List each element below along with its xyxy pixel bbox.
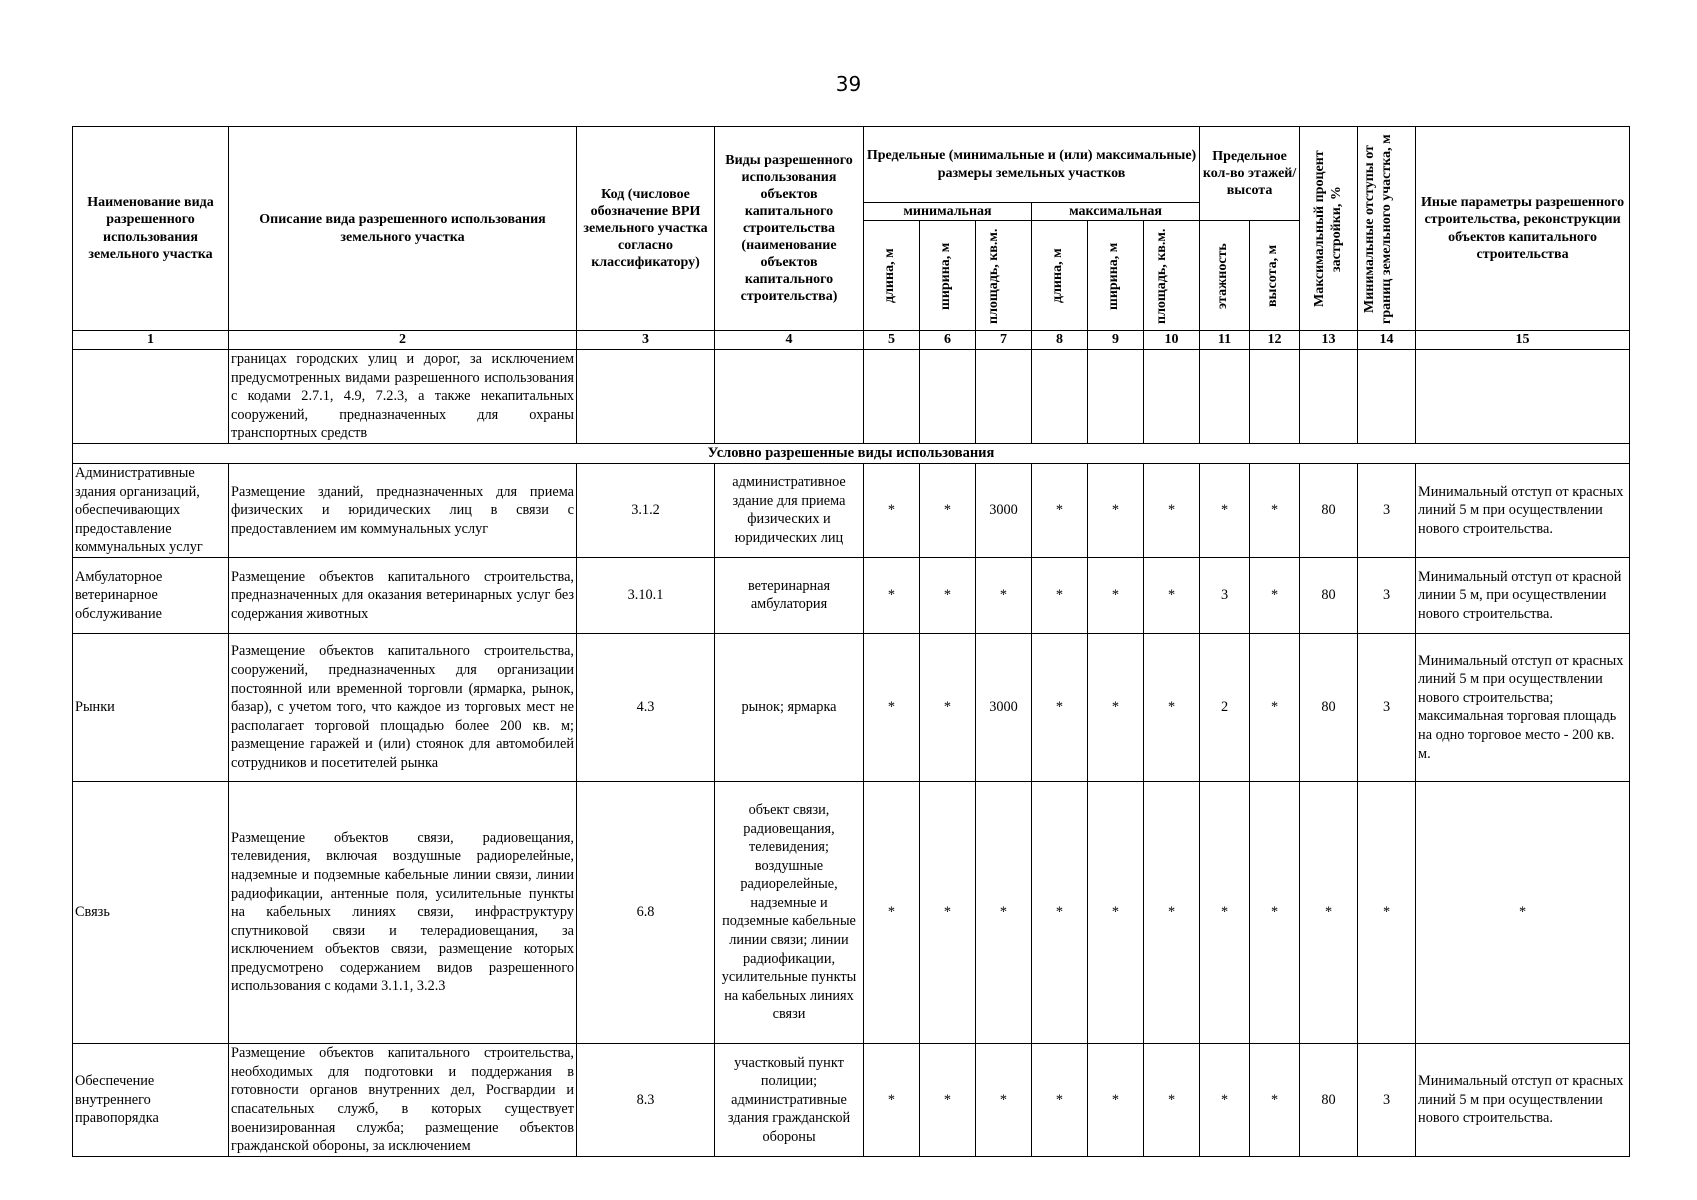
row-other: Минимальный отступ от красных линий 5 м при осуществлении нового строительства. (1416, 1043, 1630, 1156)
row-floors: * (1200, 1043, 1250, 1156)
row-setback: 3 (1358, 463, 1416, 557)
column-number: 8 (1032, 331, 1088, 350)
row-floors: * (1200, 463, 1250, 557)
row-max-width: * (1088, 463, 1144, 557)
row-max-length: * (1032, 781, 1088, 1043)
column-number: 9 (1088, 331, 1144, 350)
row-min-width: * (920, 557, 976, 633)
row-name: Административные здания организаций, обеспечивающих предоставление коммунальных услуг (73, 463, 229, 557)
row-name: Рынки (73, 633, 229, 781)
row-max-percent: 80 (1300, 633, 1358, 781)
header-max: максимальная (1032, 203, 1200, 221)
row-setback: 3 (1358, 557, 1416, 633)
column-number: 1 (73, 331, 229, 350)
row-floors: 3 (1200, 557, 1250, 633)
row-min-length: * (864, 463, 920, 557)
row-height: * (1250, 633, 1300, 781)
header-max-area: площадь, кв.м. (1144, 221, 1200, 331)
row-max-area: * (1144, 781, 1200, 1043)
page-number: 39 (835, 72, 862, 96)
table-row (73, 463, 1630, 557)
row-min-area: * (976, 781, 1032, 1043)
column-number: 14 (1358, 331, 1416, 350)
row-min-area: 3000 (976, 463, 1032, 557)
row-max-width: * (1088, 1043, 1144, 1156)
row-code: 6.8 (577, 781, 715, 1043)
section-row (73, 443, 1630, 463)
row-objects: ветеринарная амбулатория (715, 557, 864, 633)
row-height: * (1250, 781, 1300, 1043)
row-max-area: * (1144, 463, 1200, 557)
table-row (73, 557, 1630, 633)
header-min-width: ширина, м (920, 221, 976, 331)
header-col-code: Код (числовое обозначение ВРИ земельного участка согласно классификатору) (577, 127, 715, 331)
row-name: Связь (73, 781, 229, 1043)
section-title: Условно разрешенные виды использования (73, 443, 1630, 463)
row-min-width: * (920, 1043, 976, 1156)
column-number: 3 (577, 331, 715, 350)
header-row-1 (73, 127, 1630, 203)
row-max-length: * (1032, 1043, 1088, 1156)
table-row (73, 1043, 1630, 1156)
row-max-area: * (1144, 633, 1200, 781)
row-max-length: * (1032, 633, 1088, 781)
column-number: 6 (920, 331, 976, 350)
row-max-length: * (1032, 557, 1088, 633)
table-row-continued (73, 350, 1630, 444)
row-other: Минимальный отступ от красных линий 5 м при осуществлении нового строительства; максимальная торговая площадь на одно торговое место - 200 кв. м. (1416, 633, 1630, 781)
row-min-area: * (976, 1043, 1032, 1156)
header-col-name: Наименование вида разрешенного использования земельного участка (73, 127, 229, 331)
row-code: 4.3 (577, 633, 715, 781)
row-min-area: 3000 (976, 633, 1032, 781)
header-col-objects: Виды разрешенного использования объектов капитального строительства (наименование объектов капитального строительства) (715, 127, 864, 331)
row-min-length: * (864, 781, 920, 1043)
row-min-length: * (864, 1043, 920, 1156)
row-description: Размещение объектов капитального строительства, сооружений, предназначенных для организации постоянной или временной торговли (ярмарка, рынок, базар), с учетом того, что каждое из торговых мест не располагает торговой площадью более 200 кв. м; размещение гаражей и (или) стоянок для автомобилей сотрудников и посетителей рынка (229, 633, 577, 781)
row-min-width: * (920, 463, 976, 557)
row-code: 3.1.2 (577, 463, 715, 557)
table-row (73, 633, 1630, 781)
header-floors-group: Предельное кол-во этажей/ высота (1200, 127, 1300, 221)
row-max-percent: * (1300, 781, 1358, 1043)
row-min-width: * (920, 781, 976, 1043)
row-description: Размещение объектов капитального строительства, необходимых для подготовки и поддержания в готовности органов внутренних дел, Росгвардии и спасательных служб, в которых существует военизированная служба; размещение объектов гражданской обороны, за исключением (229, 1043, 577, 1156)
header-min-setback: Минимальные отступы от границ земельного участка, м (1358, 127, 1416, 331)
row-max-percent: 80 (1300, 557, 1358, 633)
row-min-length: * (864, 633, 920, 781)
column-number: 2 (229, 331, 577, 350)
row-objects: объект связи, радиовещания, телевидения; воздушные радиорелейные, надземные и подземные кабельные линии связи; линии радиофикации, усилительные пункты на кабельных линиях связи (715, 781, 864, 1043)
row-setback: * (1358, 781, 1416, 1043)
land-use-table (72, 126, 1630, 1157)
table-row (73, 781, 1630, 1043)
column-number: 13 (1300, 331, 1358, 350)
header-other: Иные параметры разрешенного строительства, реконструкции объектов капитального строительства (1416, 127, 1630, 331)
row-max-width: * (1088, 781, 1144, 1043)
header-min-length: длина, м (864, 221, 920, 331)
row-height: * (1250, 1043, 1300, 1156)
row-max-length: * (1032, 463, 1088, 557)
column-number: 5 (864, 331, 920, 350)
column-number: 4 (715, 331, 864, 350)
row-name: Амбулаторное ветеринарное обслуживание (73, 557, 229, 633)
column-number: 11 (1200, 331, 1250, 350)
column-number: 15 (1416, 331, 1630, 350)
row-max-percent: 80 (1300, 463, 1358, 557)
row-max-area: * (1144, 557, 1200, 633)
row-description: Размещение объектов капитального строительства, предназначенных для оказания ветеринарных услуг без содержания животных (229, 557, 577, 633)
row-setback: 3 (1358, 1043, 1416, 1156)
row-height: * (1250, 557, 1300, 633)
header-floors: этажность (1200, 221, 1250, 331)
row-min-width: * (920, 633, 976, 781)
row-floors: 2 (1200, 633, 1250, 781)
row-max-width: * (1088, 633, 1144, 781)
row-max-width: * (1088, 557, 1144, 633)
row-min-length: * (864, 557, 920, 633)
row-description: Размещение объектов связи, радиовещания, телевидения, включая воздушные радиорелейные, надземные и подземные кабельные линии связи, линии радиофикации, антенные поля, усилительные пункты на кабельных линиях связи, инфраструктуру спутниковой связи и телерадиовещания, за исключением объектов связи, размещение которых предусмотрено содержанием видов разрешенного использования с кодами 3.1.1, 3.2.3 (229, 781, 577, 1043)
column-number: 7 (976, 331, 1032, 350)
row-other: Минимальный отступ от красной линии 5 м, при осуществлении нового строительства. (1416, 557, 1630, 633)
header-max-percent: Максимальный процент застройки, % (1300, 127, 1358, 331)
row-max-area: * (1144, 1043, 1200, 1156)
column-number-row (73, 331, 1630, 350)
row-code: 3.10.1 (577, 557, 715, 633)
row-setback: 3 (1358, 633, 1416, 781)
header-max-length: длина, м (1032, 221, 1088, 331)
row-objects: рынок; ярмарка (715, 633, 864, 781)
column-number: 10 (1144, 331, 1200, 350)
header-limits: Предельные (минимальные и (или) максимальные) размеры земельных участков (864, 127, 1200, 203)
header-min: минимальная (864, 203, 1032, 221)
row-height: * (1250, 463, 1300, 557)
header-col-description: Описание вида разрешенного использования земельного участка (229, 127, 577, 331)
row-objects: участковый пункт полиции; административные здания гражданской обороны (715, 1043, 864, 1156)
row-description: Размещение зданий, предназначенных для приема физических и юридических лиц в связи с предоставлением им коммунальных услуг (229, 463, 577, 557)
row-other: * (1416, 781, 1630, 1043)
row-description: границах городских улиц и дорог, за исключением предусмотренных видами разрешенного использования с кодами 2.7.1, 4.9, 7.2.3, а также некапитальных сооружений, предназначенных для охраны транспортных средств (229, 350, 577, 444)
row-code: 8.3 (577, 1043, 715, 1156)
column-number: 12 (1250, 331, 1300, 350)
row-max-percent: 80 (1300, 1043, 1358, 1156)
header-max-width: ширина, м (1088, 221, 1144, 331)
row-objects: административное здание для приема физических и юридических лиц (715, 463, 864, 557)
row-name: Обеспечение внутреннего правопорядка (73, 1043, 229, 1156)
header-height: высота, м (1250, 221, 1300, 331)
header-min-area: площадь, кв.м. (976, 221, 1032, 331)
row-min-area: * (976, 557, 1032, 633)
row-other: Минимальный отступ от красных линий 5 м при осуществлении нового строительства. (1416, 463, 1630, 557)
row-floors: * (1200, 781, 1250, 1043)
